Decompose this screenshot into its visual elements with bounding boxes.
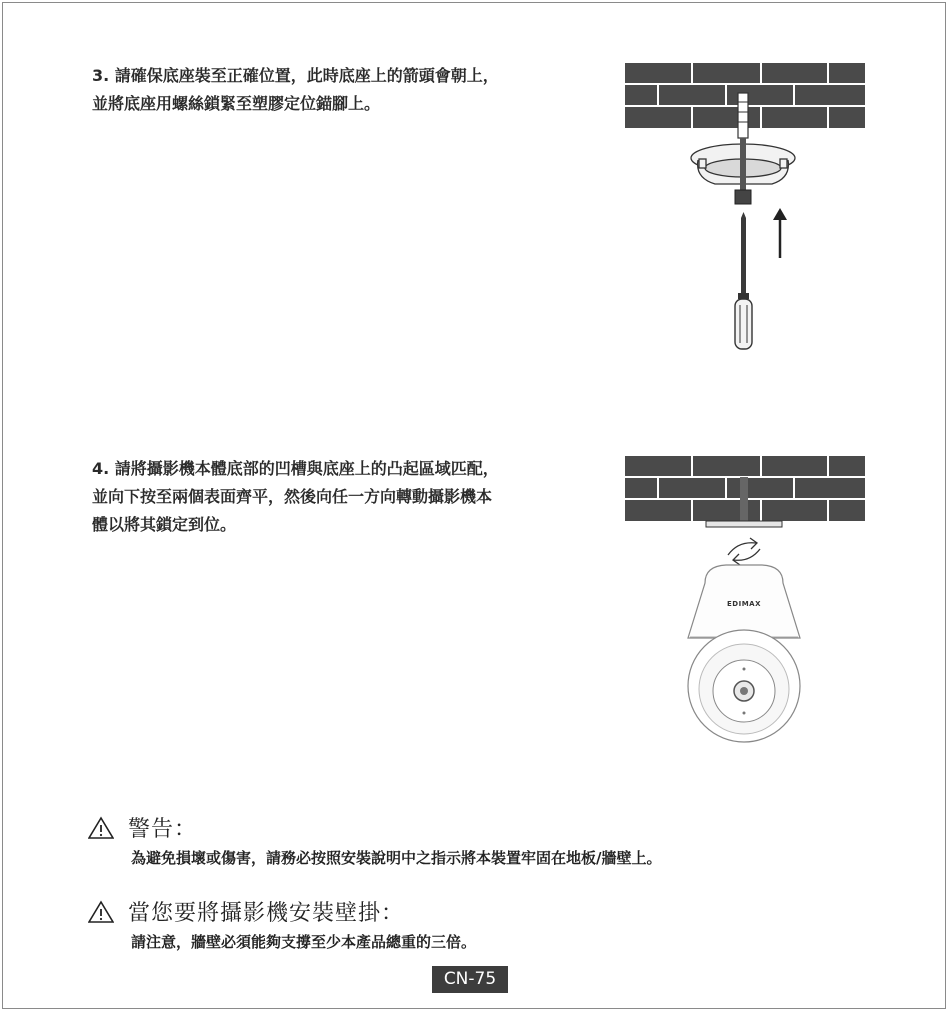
- warning-text: 為避免損壞或傷害，請務必按照安裝說明中之指示將本裝置牢固在地板/牆壁上。: [131, 849, 662, 867]
- base-mount-illustration: [620, 60, 870, 360]
- camera-attach-illustration: [620, 453, 870, 743]
- warning-triangle-icon: [88, 900, 114, 924]
- step-4-instructions: [92, 455, 592, 539]
- step-4-line-1: 4. 請將攝影機本體底部的凹槽與底座上的凸起區域匹配，: [92, 459, 499, 478]
- warning-title: 警告：: [128, 817, 198, 842]
- up-arrow: [773, 208, 787, 258]
- camera-brand-label: EDIMAX: [727, 600, 761, 608]
- step-4-line-3: 體以將其鎖定到位。: [92, 515, 237, 534]
- rotate-arrows-icon: [728, 538, 760, 565]
- page-number-badge: CN-75: [432, 966, 508, 993]
- camera: [688, 565, 800, 742]
- wall-anchor: [738, 93, 748, 138]
- screwdriver: [735, 212, 752, 349]
- warning-section: [88, 812, 661, 868]
- wall-mount-title: 當您要將攝影機安裝壁掛：: [128, 901, 405, 926]
- wall-mount-text: 請注意，牆壁必須能夠支撐至少本產品總重的三倍。: [131, 933, 477, 951]
- step-3-line-1: 3. 請確保底座裝至正確位置，此時底座上的箭頭會朝上，: [92, 66, 499, 85]
- step-4-line-2: 並向下按至兩個表面齊平，然後向任一方向轉動攝影機本: [92, 487, 493, 506]
- warning-triangle-icon: [88, 816, 114, 840]
- step-3-line-2: 並將底座用螺絲鎖緊至塑膠定位錨腳上。: [92, 94, 381, 113]
- step-3-instructions: [92, 62, 592, 118]
- wall-mount-notice: [88, 896, 476, 952]
